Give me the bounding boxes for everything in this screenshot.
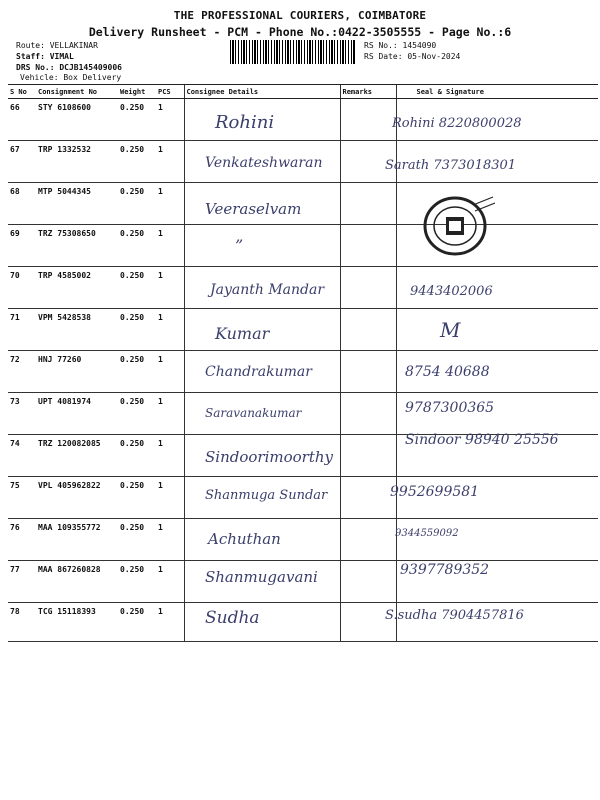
row-sno: 73 [8, 393, 36, 435]
signature-handwriting: Sindoor 98940 25556 [405, 432, 559, 448]
row-consignment-no: MAA 109355772 [36, 519, 118, 561]
row-sno: 69 [8, 225, 36, 267]
signature-handwriting: 8754 40688 [405, 364, 490, 380]
signature-handwriting: S.sudha 7904457816 [385, 608, 524, 623]
row-weight: 0.250 [118, 141, 156, 183]
consignee-handwriting: Venkateshwaran [205, 155, 323, 171]
signature-handwriting: Sarath 7373018301 [385, 158, 517, 173]
row-consignment-no: VPL 405962822 [36, 477, 118, 519]
row-sno: 75 [8, 477, 36, 519]
col-consignee-details: Consignee Details [184, 85, 340, 99]
row-consignment-no: STY 6108600 [36, 99, 118, 141]
row-consignment-no: VPM 5428538 [36, 309, 118, 351]
row-weight: 0.250 [118, 309, 156, 351]
row-remarks-cell [340, 435, 396, 477]
document-subtitle: Delivery Runsheet - PCM - Phone No.:0422-3505555 - Page No.:6 [88, 25, 512, 39]
barcode [230, 40, 355, 64]
col-pcs: PCS [156, 85, 184, 99]
row-pcs: 1 [156, 393, 184, 435]
row-pcs: 1 [156, 477, 184, 519]
row-consignment-no: MAA 867260828 [36, 561, 118, 603]
row-consignment-no: TCG 15118393 [36, 603, 118, 642]
staff-label: Staff: VIMAL [16, 52, 74, 61]
col-sno: S No [8, 85, 36, 99]
row-sno: 70 [8, 267, 36, 309]
row-remarks-cell [340, 99, 396, 141]
row-pcs: 1 [156, 351, 184, 393]
row-weight: 0.250 [118, 225, 156, 267]
consignee-handwriting: Shanmugavani [205, 568, 318, 586]
drs-number: DRS No.: DCJB145409006 [16, 63, 122, 72]
rs-date: RS Date: 05-Nov-2024 [364, 52, 461, 61]
row-sno: 68 [8, 183, 36, 225]
row-sno: 78 [8, 603, 36, 642]
row-remarks-cell [340, 561, 396, 603]
table-header-row [8, 85, 598, 99]
row-pcs: 1 [156, 183, 184, 225]
signature-handwriting: Rohini 8220800028 [392, 116, 522, 131]
row-remarks-cell [340, 225, 396, 267]
row-remarks-cell [340, 393, 396, 435]
row-weight: 0.250 [118, 183, 156, 225]
consignee-handwriting: Sudha [205, 608, 260, 628]
col-weight: Weight [118, 85, 156, 99]
row-weight: 0.250 [118, 99, 156, 141]
row-sno: 76 [8, 519, 36, 561]
row-consignment-no: TRP 4585002 [36, 267, 118, 309]
row-pcs: 1 [156, 267, 184, 309]
row-pcs: 1 [156, 435, 184, 477]
row-pcs: 1 [156, 603, 184, 642]
row-weight: 0.250 [118, 435, 156, 477]
row-signature-cell [396, 519, 598, 561]
row-remarks-cell [340, 477, 396, 519]
route-label: Route: VELLAKINAR [16, 41, 98, 50]
row-pcs: 1 [156, 225, 184, 267]
consignee-handwriting: Chandrakumar [205, 364, 312, 380]
row-weight: 0.250 [118, 561, 156, 603]
consignee-handwriting: Achuthan [208, 530, 281, 548]
row-consignee-cell [184, 225, 340, 267]
row-pcs: 1 [156, 561, 184, 603]
row-sno: 66 [8, 99, 36, 141]
row-consignment-no: HNJ 77260 [36, 351, 118, 393]
row-signature-cell [396, 309, 598, 351]
consignee-handwriting: ” [235, 236, 244, 255]
row-weight: 0.250 [118, 519, 156, 561]
document-title: THE PROFESSIONAL COURIERS, COIMBATORE [173, 9, 427, 22]
row-weight: 0.250 [118, 477, 156, 519]
row-pcs: 1 [156, 99, 184, 141]
row-remarks-cell [340, 183, 396, 225]
table-row [8, 183, 598, 225]
row-pcs: 1 [156, 141, 184, 183]
row-consignment-no: TRZ 75308650 [36, 225, 118, 267]
row-weight: 0.250 [118, 393, 156, 435]
consignee-handwriting: Saravanakumar [205, 406, 302, 420]
consignee-handwriting: Rohini [215, 112, 275, 133]
row-weight: 0.250 [118, 603, 156, 642]
row-pcs: 1 [156, 309, 184, 351]
company-seal-stamp [415, 195, 495, 257]
row-remarks-cell [340, 309, 396, 351]
consignee-handwriting: Sindoorimoorthy [205, 448, 333, 466]
table-row [8, 393, 598, 435]
signature-handwriting: 9952699581 [390, 484, 480, 500]
consignee-handwriting: Kumar [215, 324, 270, 343]
table-row [8, 225, 598, 267]
row-sno: 74 [8, 435, 36, 477]
col-consignment-no: Consignment No [36, 85, 118, 99]
row-remarks-cell [340, 519, 396, 561]
row-consignment-no: UPT 4081974 [36, 393, 118, 435]
signature-handwriting: 9344559092 [395, 528, 459, 539]
signature-handwriting: 9397789352 [400, 562, 490, 578]
row-weight: 0.250 [118, 267, 156, 309]
col-remarks: Remarks [340, 85, 396, 99]
consignee-handwriting: Veeraselvam [205, 200, 302, 218]
table-row [8, 309, 598, 351]
signature-handwriting: M [440, 318, 461, 342]
row-pcs: 1 [156, 519, 184, 561]
col-seal-signature: Seal & Signature [396, 85, 598, 99]
vehicle-label: Vehicle: Box Delivery [20, 73, 122, 82]
signature-handwriting: 9787300365 [405, 400, 495, 416]
row-sno: 67 [8, 141, 36, 183]
consignee-handwriting: Shanmuga Sundar [205, 488, 328, 503]
row-sno: 72 [8, 351, 36, 393]
row-weight: 0.250 [118, 351, 156, 393]
row-consignment-no: TRP 1332532 [36, 141, 118, 183]
row-remarks-cell [340, 351, 396, 393]
rs-number: RS No.: 1454090 [364, 41, 437, 50]
row-sno: 77 [8, 561, 36, 603]
row-sno: 71 [8, 309, 36, 351]
row-consignment-no: MTP 5044345 [36, 183, 118, 225]
row-consignment-no: TRZ 120082085 [36, 435, 118, 477]
table-row [8, 519, 598, 561]
consignee-handwriting: Jayanth Mandar [210, 282, 325, 298]
row-remarks-cell [340, 267, 396, 309]
signature-handwriting: 9443402006 [410, 284, 493, 299]
